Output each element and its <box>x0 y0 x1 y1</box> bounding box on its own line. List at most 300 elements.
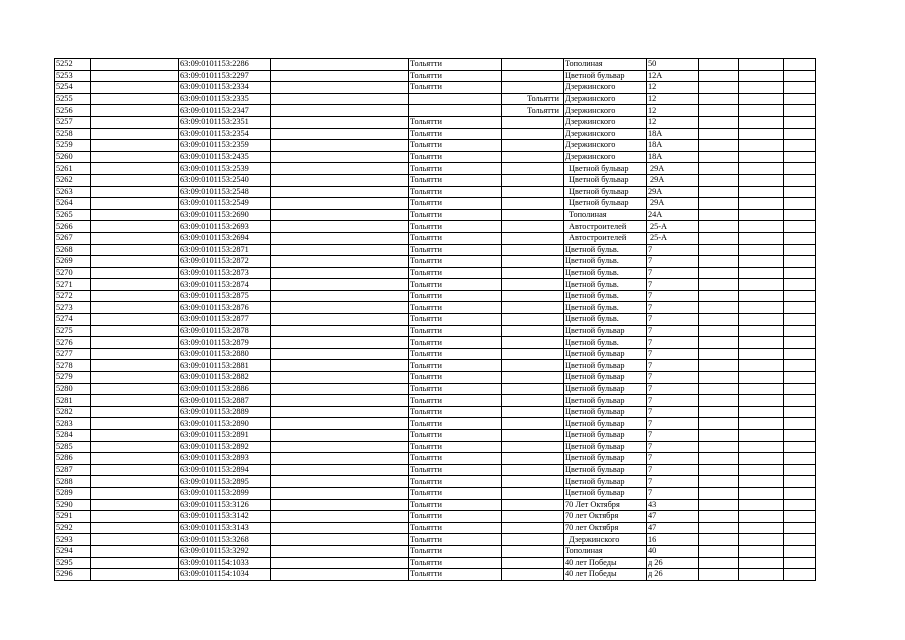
street-cell: Цветной бульвар <box>564 372 647 384</box>
street-cell: Цветной бульвар <box>564 163 647 175</box>
city-cell: Тольятти <box>409 221 502 233</box>
table-row <box>55 406 816 418</box>
city-cell: Тольятти <box>409 314 502 326</box>
empty-cell <box>271 395 409 407</box>
city-alt-cell <box>502 128 564 140</box>
street-cell: Дзержинского <box>564 128 647 140</box>
street-cell: Дзержинского <box>564 105 647 117</box>
empty-cell <box>784 418 816 430</box>
empty-cell <box>699 337 739 349</box>
empty-cell <box>271 209 409 221</box>
street-cell: Цветной бульв. <box>564 290 647 302</box>
table-row <box>55 314 816 326</box>
table-row <box>55 279 816 291</box>
empty-cell <box>784 430 816 442</box>
empty-cell <box>91 174 179 186</box>
empty-cell <box>784 151 816 163</box>
cadastral-number-cell: 63:09:0101153:2878 <box>179 325 271 337</box>
city-cell: Тольятти <box>409 151 502 163</box>
empty-cell <box>784 105 816 117</box>
cadastral-number-cell: 63:09:0101153:2354 <box>179 128 271 140</box>
street-cell: Цветной бульвар <box>564 418 647 430</box>
row-number-cell: 5254 <box>55 82 91 94</box>
empty-cell <box>739 290 784 302</box>
empty-cell <box>699 511 739 523</box>
empty-cell <box>91 348 179 360</box>
table-row <box>55 93 816 105</box>
street-cell: 70 лет Октября <box>564 522 647 534</box>
city-cell: Тольятти <box>409 545 502 557</box>
house-number-cell: 7 <box>647 290 699 302</box>
street-cell: Цветной бульвар <box>564 430 647 442</box>
empty-cell <box>91 499 179 511</box>
empty-cell <box>271 256 409 268</box>
empty-cell <box>271 441 409 453</box>
row-number-cell: 5281 <box>55 395 91 407</box>
cadastral-number-cell: 63:09:0101153:2347 <box>179 105 271 117</box>
empty-cell <box>271 545 409 557</box>
empty-cell <box>739 82 784 94</box>
empty-cell <box>91 151 179 163</box>
empty-cell <box>739 256 784 268</box>
empty-cell <box>699 464 739 476</box>
row-number-cell: 5291 <box>55 511 91 523</box>
empty-cell <box>784 82 816 94</box>
row-number-cell: 5294 <box>55 545 91 557</box>
cadastral-number-cell: 63:09:0101153:2881 <box>179 360 271 372</box>
empty-cell <box>699 406 739 418</box>
row-number-cell: 5252 <box>55 59 91 71</box>
empty-cell <box>699 453 739 465</box>
table-row <box>55 337 816 349</box>
city-cell <box>409 105 502 117</box>
empty-cell <box>271 557 409 569</box>
cadastral-number-cell: 63:09:0101153:2887 <box>179 395 271 407</box>
city-cell: Тольятти <box>409 569 502 581</box>
row-number-cell: 5278 <box>55 360 91 372</box>
table-row <box>55 499 816 511</box>
row-number-cell: 5288 <box>55 476 91 488</box>
city-cell: Тольятти <box>409 499 502 511</box>
row-number-cell: 5273 <box>55 302 91 314</box>
table-row <box>55 209 816 221</box>
house-number-cell: 7 <box>647 383 699 395</box>
row-number-cell: 5289 <box>55 487 91 499</box>
empty-cell <box>91 302 179 314</box>
table-row <box>55 116 816 128</box>
empty-cell <box>739 325 784 337</box>
house-number-cell: 16 <box>647 534 699 546</box>
city-alt-cell <box>502 406 564 418</box>
house-number-cell: 7 <box>647 441 699 453</box>
city-cell: Тольятти <box>409 302 502 314</box>
row-number-cell: 5292 <box>55 522 91 534</box>
city-alt-cell <box>502 140 564 152</box>
empty-cell <box>784 453 816 465</box>
row-number-cell: 5283 <box>55 418 91 430</box>
city-alt-cell <box>502 499 564 511</box>
city-cell: Тольятти <box>409 360 502 372</box>
empty-cell <box>699 221 739 233</box>
street-cell: Цветной бульв. <box>564 314 647 326</box>
empty-cell <box>739 441 784 453</box>
empty-cell <box>271 174 409 186</box>
street-cell: Тополиная <box>564 209 647 221</box>
empty-cell <box>739 545 784 557</box>
table-row <box>55 290 816 302</box>
empty-cell <box>699 70 739 82</box>
empty-cell <box>699 267 739 279</box>
empty-cell <box>271 464 409 476</box>
street-cell: 70 Лет Октября <box>564 499 647 511</box>
empty-cell <box>699 557 739 569</box>
empty-cell <box>784 487 816 499</box>
empty-cell <box>91 186 179 198</box>
empty-cell <box>699 499 739 511</box>
street-cell: Автостроителей <box>564 232 647 244</box>
house-number-cell: 18А <box>647 140 699 152</box>
city-cell: Тольятти <box>409 70 502 82</box>
street-cell: Цветной бульвар <box>564 487 647 499</box>
empty-cell <box>91 267 179 279</box>
city-alt-cell <box>502 314 564 326</box>
row-number-cell: 5264 <box>55 198 91 210</box>
table-row <box>55 348 816 360</box>
table-row <box>55 302 816 314</box>
empty-cell <box>739 105 784 117</box>
empty-cell <box>784 93 816 105</box>
cadastral-number-cell: 63:09:0101153:2879 <box>179 337 271 349</box>
city-alt-cell <box>502 383 564 395</box>
house-number-cell: 7 <box>647 418 699 430</box>
empty-cell <box>784 337 816 349</box>
city-cell: Тольятти <box>409 163 502 175</box>
empty-cell <box>784 325 816 337</box>
city-cell: Тольятти <box>409 82 502 94</box>
empty-cell <box>699 348 739 360</box>
table-row <box>55 545 816 557</box>
empty-cell <box>739 464 784 476</box>
empty-cell <box>91 256 179 268</box>
empty-cell <box>699 59 739 71</box>
city-alt-cell <box>502 302 564 314</box>
city-alt-cell <box>502 337 564 349</box>
empty-cell <box>739 395 784 407</box>
row-number-cell: 5275 <box>55 325 91 337</box>
empty-cell <box>699 174 739 186</box>
house-number-cell: 12 <box>647 93 699 105</box>
empty-cell <box>739 70 784 82</box>
cadastral-number-cell: 63:09:0101153:2882 <box>179 372 271 384</box>
row-number-cell: 5262 <box>55 174 91 186</box>
empty-cell <box>739 93 784 105</box>
empty-cell <box>784 186 816 198</box>
empty-cell <box>271 418 409 430</box>
city-cell: Тольятти <box>409 209 502 221</box>
empty-cell <box>784 522 816 534</box>
row-number-cell: 5256 <box>55 105 91 117</box>
empty-cell <box>271 325 409 337</box>
city-alt-cell <box>502 522 564 534</box>
city-cell: Тольятти <box>409 290 502 302</box>
house-number-cell: 7 <box>647 256 699 268</box>
street-cell: Цветной бульвар <box>564 325 647 337</box>
row-number-cell: 5280 <box>55 383 91 395</box>
empty-cell <box>91 406 179 418</box>
empty-cell <box>784 279 816 291</box>
empty-cell <box>271 198 409 210</box>
table-row <box>55 221 816 233</box>
cadastral-number-cell: 63:09:0101153:2690 <box>179 209 271 221</box>
city-cell: Тольятти <box>409 140 502 152</box>
street-cell: Цветной бульвар <box>564 70 647 82</box>
empty-cell <box>739 406 784 418</box>
table-row <box>55 453 816 465</box>
row-number-cell: 5284 <box>55 430 91 442</box>
empty-cell <box>91 244 179 256</box>
city-cell: Тольятти <box>409 557 502 569</box>
row-number-cell: 5272 <box>55 290 91 302</box>
city-cell: Тольятти <box>409 244 502 256</box>
empty-cell <box>739 198 784 210</box>
cadastral-number-cell: 63:09:0101153:2693 <box>179 221 271 233</box>
street-cell: Цветной бульв. <box>564 267 647 279</box>
empty-cell <box>699 372 739 384</box>
house-number-cell: 7 <box>647 337 699 349</box>
cadastral-number-cell: 63:09:0101153:2539 <box>179 163 271 175</box>
empty-cell <box>271 476 409 488</box>
cadastral-number-cell: 63:09:0101153:2889 <box>179 406 271 418</box>
house-number-cell: 18А <box>647 151 699 163</box>
city-cell: Тольятти <box>409 232 502 244</box>
empty-cell <box>699 116 739 128</box>
cadastral-number-cell: 63:09:0101153:2895 <box>179 476 271 488</box>
row-number-cell: 5282 <box>55 406 91 418</box>
city-alt-cell <box>502 372 564 384</box>
city-alt-cell <box>502 441 564 453</box>
city-cell: Тольятти <box>409 59 502 71</box>
empty-cell <box>271 569 409 581</box>
empty-cell <box>91 487 179 499</box>
empty-cell <box>699 279 739 291</box>
row-number-cell: 5279 <box>55 372 91 384</box>
empty-cell <box>271 522 409 534</box>
empty-cell <box>784 59 816 71</box>
street-cell: Цветной бульвар <box>564 360 647 372</box>
empty-cell <box>699 325 739 337</box>
empty-cell <box>784 290 816 302</box>
cadastral-number-cell: 63:09:0101153:2894 <box>179 464 271 476</box>
empty-cell <box>271 244 409 256</box>
empty-cell <box>739 453 784 465</box>
empty-cell <box>91 140 179 152</box>
row-number-cell: 5287 <box>55 464 91 476</box>
empty-cell <box>784 209 816 221</box>
street-cell: Цветной бульвар <box>564 406 647 418</box>
empty-cell <box>699 198 739 210</box>
city-alt-cell <box>502 487 564 499</box>
empty-cell <box>784 232 816 244</box>
city-cell: Тольятти <box>409 198 502 210</box>
empty-cell <box>271 372 409 384</box>
empty-cell <box>271 430 409 442</box>
empty-cell <box>699 163 739 175</box>
row-number-cell: 5253 <box>55 70 91 82</box>
empty-cell <box>739 557 784 569</box>
empty-cell <box>784 221 816 233</box>
house-number-cell: 29А <box>647 198 699 210</box>
city-alt-cell <box>502 557 564 569</box>
empty-cell <box>699 105 739 117</box>
cadastral-number-cell: 63:09:0101153:2890 <box>179 418 271 430</box>
empty-cell <box>699 244 739 256</box>
empty-cell <box>739 372 784 384</box>
empty-cell <box>91 116 179 128</box>
city-alt-cell <box>502 545 564 557</box>
city-alt-cell <box>502 198 564 210</box>
table-row <box>55 151 816 163</box>
empty-cell <box>739 337 784 349</box>
table-row <box>55 464 816 476</box>
empty-cell <box>699 441 739 453</box>
street-cell: Цветной бульвар <box>564 464 647 476</box>
city-cell: Тольятти <box>409 325 502 337</box>
house-number-cell: д 26 <box>647 557 699 569</box>
empty-cell <box>739 279 784 291</box>
row-number-cell: 5268 <box>55 244 91 256</box>
empty-cell <box>91 279 179 291</box>
empty-cell <box>739 302 784 314</box>
empty-cell <box>699 476 739 488</box>
house-number-cell: 7 <box>647 453 699 465</box>
house-number-cell: 7 <box>647 395 699 407</box>
empty-cell <box>739 348 784 360</box>
street-cell: Цветной бульвар <box>564 476 647 488</box>
table-row <box>55 267 816 279</box>
street-cell: Цветной бульвар <box>564 174 647 186</box>
empty-cell <box>91 337 179 349</box>
empty-cell <box>739 244 784 256</box>
city-cell: Тольятти <box>409 256 502 268</box>
empty-cell <box>271 487 409 499</box>
house-number-cell: 7 <box>647 267 699 279</box>
table-row <box>55 430 816 442</box>
spreadsheet-page <box>54 58 815 579</box>
empty-cell <box>699 545 739 557</box>
empty-cell <box>784 244 816 256</box>
empty-cell <box>784 406 816 418</box>
city-alt-cell <box>502 116 564 128</box>
empty-cell <box>699 430 739 442</box>
house-number-cell: 7 <box>647 348 699 360</box>
city-cell: Тольятти <box>409 453 502 465</box>
row-number-cell: 5260 <box>55 151 91 163</box>
city-cell <box>409 93 502 105</box>
empty-cell <box>784 267 816 279</box>
empty-cell <box>91 522 179 534</box>
house-number-cell: 47 <box>647 522 699 534</box>
cadastral-number-cell: 63:09:0101153:2892 <box>179 441 271 453</box>
empty-cell <box>699 256 739 268</box>
cadastral-number-cell: 63:09:0101153:2548 <box>179 186 271 198</box>
row-number-cell: 5274 <box>55 314 91 326</box>
empty-cell <box>271 453 409 465</box>
empty-cell <box>91 464 179 476</box>
empty-cell <box>91 476 179 488</box>
table-row <box>55 256 816 268</box>
cadastral-number-cell: 63:09:0101153:2359 <box>179 140 271 152</box>
row-number-cell: 5271 <box>55 279 91 291</box>
row-number-cell: 5261 <box>55 163 91 175</box>
city-cell: Тольятти <box>409 406 502 418</box>
house-number-cell: 47 <box>647 511 699 523</box>
empty-cell <box>271 534 409 546</box>
row-number-cell: 5290 <box>55 499 91 511</box>
table-row <box>55 325 816 337</box>
empty-cell <box>784 464 816 476</box>
empty-cell <box>699 534 739 546</box>
house-number-cell: 12 <box>647 82 699 94</box>
empty-cell <box>739 174 784 186</box>
table-row <box>55 487 816 499</box>
table-row <box>55 232 816 244</box>
street-cell: Дзержинского <box>564 151 647 163</box>
empty-cell <box>784 476 816 488</box>
city-cell: Тольятти <box>409 476 502 488</box>
empty-cell <box>739 511 784 523</box>
empty-cell <box>784 314 816 326</box>
city-alt-cell <box>502 325 564 337</box>
empty-cell <box>699 314 739 326</box>
city-alt-cell <box>502 569 564 581</box>
house-number-cell: 7 <box>647 302 699 314</box>
city-alt-cell <box>502 418 564 430</box>
empty-cell <box>699 209 739 221</box>
empty-cell <box>739 430 784 442</box>
house-number-cell: 7 <box>647 487 699 499</box>
address-table <box>54 58 816 581</box>
street-cell: Дзержинского <box>564 140 647 152</box>
table-row <box>55 186 816 198</box>
city-cell: Тольятти <box>409 464 502 476</box>
empty-cell <box>91 128 179 140</box>
city-cell: Тольятти <box>409 383 502 395</box>
row-number-cell: 5258 <box>55 128 91 140</box>
empty-cell <box>784 174 816 186</box>
cadastral-number-cell: 63:09:0101153:2435 <box>179 151 271 163</box>
empty-cell <box>91 511 179 523</box>
empty-cell <box>271 360 409 372</box>
cadastral-number-cell: 63:09:0101154:1034 <box>179 569 271 581</box>
street-cell: Цветной бульвар <box>564 395 647 407</box>
empty-cell <box>699 418 739 430</box>
cadastral-number-cell: 63:09:0101153:2872 <box>179 256 271 268</box>
street-cell: Цветной бульвар <box>564 453 647 465</box>
empty-cell <box>91 395 179 407</box>
city-cell: Тольятти <box>409 430 502 442</box>
house-number-cell: 18А <box>647 128 699 140</box>
table-row <box>55 372 816 384</box>
city-alt-cell <box>502 209 564 221</box>
cadastral-number-cell: 63:09:0101153:2891 <box>179 430 271 442</box>
table-row <box>55 360 816 372</box>
empty-cell <box>271 221 409 233</box>
street-cell: Цветной бульвар <box>564 441 647 453</box>
table-row <box>55 198 816 210</box>
house-number-cell: 12А <box>647 70 699 82</box>
empty-cell <box>271 406 409 418</box>
city-cell: Тольятти <box>409 418 502 430</box>
